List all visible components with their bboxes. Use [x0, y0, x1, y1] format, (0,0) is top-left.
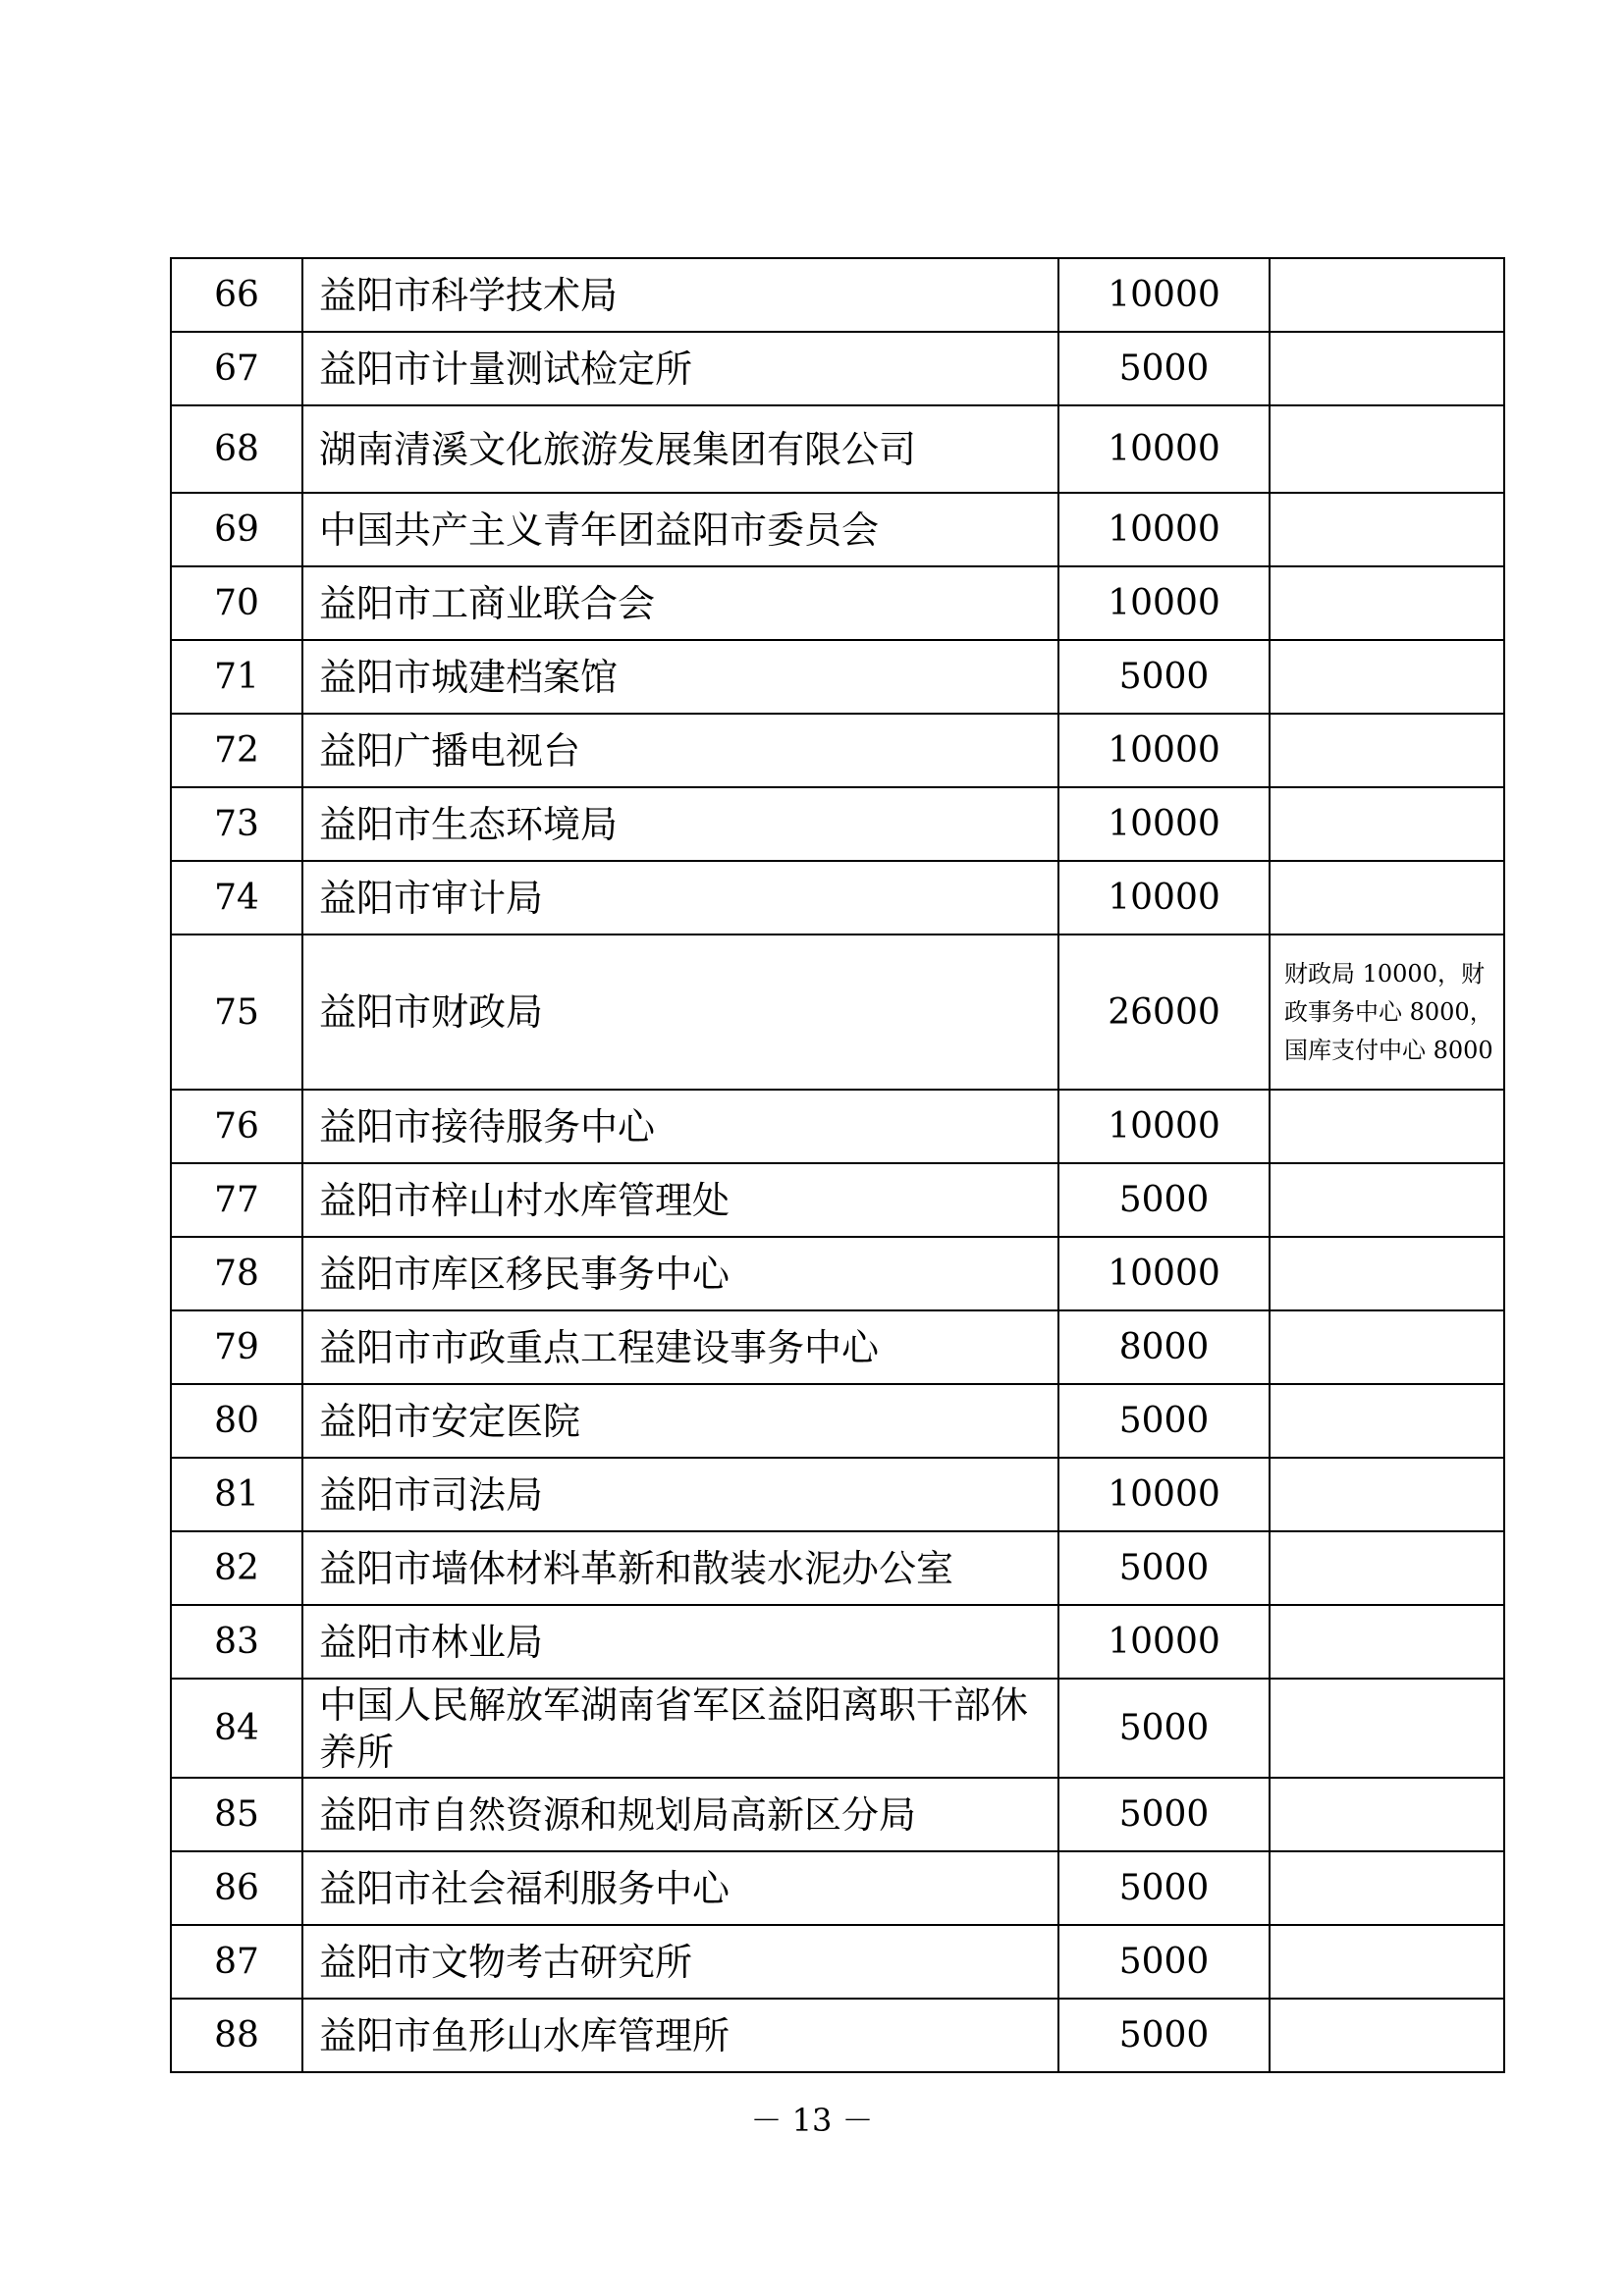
row-number: 85 [171, 1778, 302, 1851]
unit-name: 湖南清溪文化旅游发展集团有限公司 [302, 405, 1058, 493]
amount: 10000 [1058, 714, 1270, 787]
table-row [171, 1237, 1504, 1310]
note [1270, 1090, 1504, 1163]
amount: 5000 [1058, 1778, 1270, 1851]
unit-name: 益阳市鱼形山水库管理所 [302, 1999, 1058, 2072]
note [1270, 258, 1504, 332]
note [1270, 1237, 1504, 1310]
amount: 5000 [1058, 1925, 1270, 1999]
amount: 5000 [1058, 1384, 1270, 1458]
note [1270, 1458, 1504, 1531]
row-number: 72 [171, 714, 302, 787]
table-row [171, 640, 1504, 714]
amount: 10000 [1058, 1458, 1270, 1531]
unit-name: 益阳市库区移民事务中心 [302, 1237, 1058, 1310]
unit-name: 益阳市生态环境局 [302, 787, 1058, 861]
note [1270, 640, 1504, 714]
unit-name: 益阳市工商业联合会 [302, 566, 1058, 640]
amount: 8000 [1058, 1310, 1270, 1384]
note [1270, 1679, 1504, 1778]
amount: 26000 [1058, 934, 1270, 1090]
row-number: 70 [171, 566, 302, 640]
table-row [171, 1851, 1504, 1925]
unit-name: 益阳市自然资源和规划局高新区分局 [302, 1778, 1058, 1851]
amount: 10000 [1058, 566, 1270, 640]
unit-name: 益阳市安定医院 [302, 1384, 1058, 1458]
table-row [171, 1778, 1504, 1851]
amount: 10000 [1058, 1090, 1270, 1163]
row-number: 75 [171, 934, 302, 1090]
amount: 5000 [1058, 1679, 1270, 1778]
amount: 5000 [1058, 332, 1270, 405]
unit-name: 益阳市梓山村水库管理处 [302, 1163, 1058, 1237]
unit-name: 益阳市接待服务中心 [302, 1090, 1058, 1163]
row-number: 74 [171, 861, 302, 934]
amount: 10000 [1058, 405, 1270, 493]
note [1270, 332, 1504, 405]
table-row [171, 1925, 1504, 1999]
amount: 10000 [1058, 787, 1270, 861]
amount: 5000 [1058, 1163, 1270, 1237]
table-row [171, 1163, 1504, 1237]
unit-name: 益阳市墙体材料革新和散装水泥办公室 [302, 1531, 1058, 1605]
table-row [171, 493, 1504, 566]
note [1270, 1778, 1504, 1851]
table-row [171, 787, 1504, 861]
table-row [171, 1605, 1504, 1679]
unit-name: 益阳市司法局 [302, 1458, 1058, 1531]
row-number: 67 [171, 332, 302, 405]
unit-name: 益阳广播电视台 [302, 714, 1058, 787]
note [1270, 1531, 1504, 1605]
table-row [171, 934, 1504, 1090]
unit-name: 益阳市审计局 [302, 861, 1058, 934]
note [1270, 1310, 1504, 1384]
table-row [171, 1384, 1504, 1458]
row-number: 80 [171, 1384, 302, 1458]
note [1270, 787, 1504, 861]
allocation-table [170, 257, 1505, 2073]
unit-name: 益阳市财政局 [302, 934, 1058, 1090]
row-number: 88 [171, 1999, 302, 2072]
amount: 10000 [1058, 861, 1270, 934]
amount: 10000 [1058, 258, 1270, 332]
amount: 10000 [1058, 1605, 1270, 1679]
row-number: 82 [171, 1531, 302, 1605]
row-number: 79 [171, 1310, 302, 1384]
table-row [171, 1999, 1504, 2072]
note [1270, 405, 1504, 493]
unit-name: 中国共产主义青年团益阳市委员会 [302, 493, 1058, 566]
table-row [171, 332, 1504, 405]
row-number: 68 [171, 405, 302, 493]
note [1270, 861, 1504, 934]
row-number: 77 [171, 1163, 302, 1237]
table-row [171, 258, 1504, 332]
table-row [171, 405, 1504, 493]
note [1270, 1384, 1504, 1458]
row-number: 86 [171, 1851, 302, 1925]
row-number: 83 [171, 1605, 302, 1679]
row-number: 76 [171, 1090, 302, 1163]
row-number: 78 [171, 1237, 302, 1310]
row-number: 81 [171, 1458, 302, 1531]
note [1270, 714, 1504, 787]
note [1270, 1925, 1504, 1999]
note [1270, 1163, 1504, 1237]
table-row [171, 1458, 1504, 1531]
row-number: 73 [171, 787, 302, 861]
amount: 5000 [1058, 1531, 1270, 1605]
note [1270, 1605, 1504, 1679]
unit-name: 益阳市计量测试检定所 [302, 332, 1058, 405]
unit-name: 益阳市城建档案馆 [302, 640, 1058, 714]
note: 财政局 10000，财政事务中心 8000，国库支付中心 8000 [1270, 934, 1504, 1090]
table-row [171, 566, 1504, 640]
unit-name: 益阳市市政重点工程建设事务中心 [302, 1310, 1058, 1384]
amount: 10000 [1058, 1237, 1270, 1310]
amount: 5000 [1058, 1851, 1270, 1925]
row-number: 66 [171, 258, 302, 332]
row-number: 87 [171, 1925, 302, 1999]
unit-name: 益阳市科学技术局 [302, 258, 1058, 332]
table-row [171, 1531, 1504, 1605]
amount: 5000 [1058, 640, 1270, 714]
row-number: 84 [171, 1679, 302, 1778]
note [1270, 1999, 1504, 2072]
table-row [171, 1090, 1504, 1163]
amount: 10000 [1058, 493, 1270, 566]
note [1270, 566, 1504, 640]
unit-name: 益阳市社会福利服务中心 [302, 1851, 1058, 1925]
note [1270, 493, 1504, 566]
table-row [171, 714, 1504, 787]
table-row [171, 1679, 1504, 1778]
unit-name: 中国人民解放军湖南省军区益阳离职干部休养所 [302, 1679, 1058, 1778]
page-number: － 13 － [750, 2102, 874, 2139]
table-row [171, 861, 1504, 934]
unit-name: 益阳市林业局 [302, 1605, 1058, 1679]
row-number: 71 [171, 640, 302, 714]
note [1270, 1851, 1504, 1925]
row-number: 69 [171, 493, 302, 566]
unit-name: 益阳市文物考古研究所 [302, 1925, 1058, 1999]
table-row [171, 1310, 1504, 1384]
amount: 5000 [1058, 1999, 1270, 2072]
